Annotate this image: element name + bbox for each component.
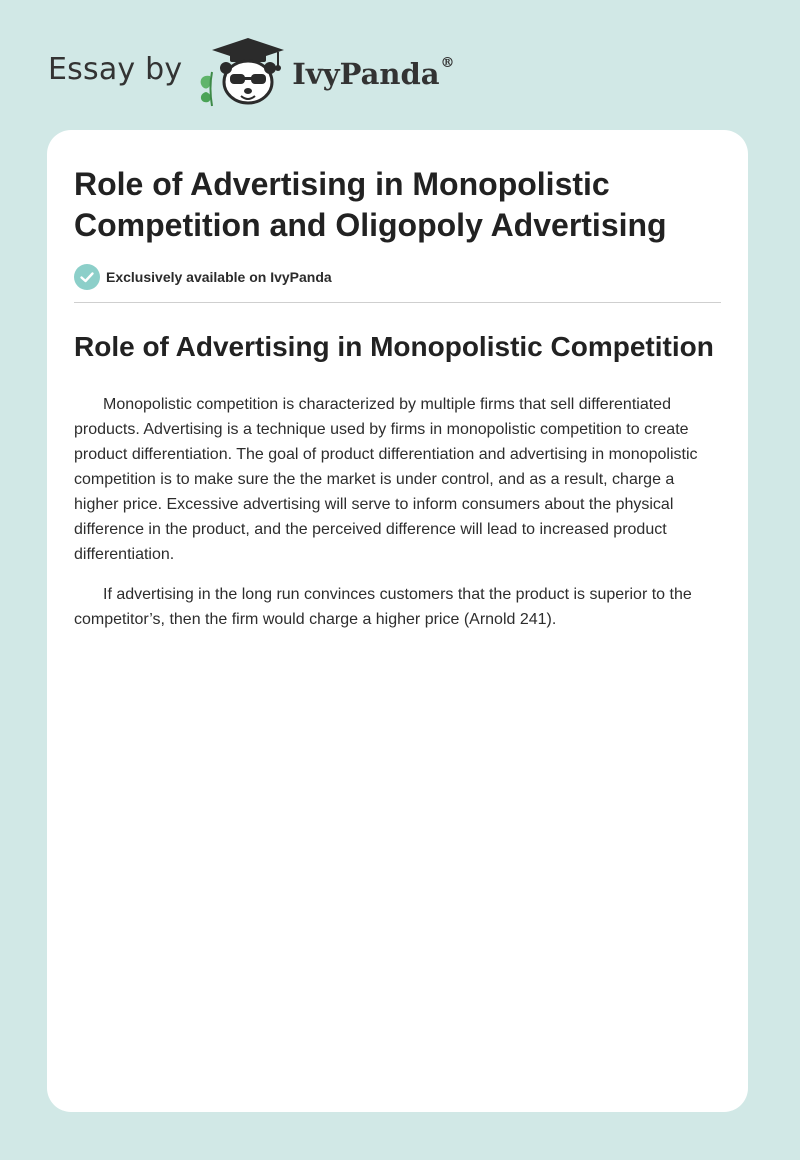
body-paragraph-1: Monopolistic competition is characterized by multiple firms that sell differentiated products. Advertising is a technique used by firms in monopolistic competition to create product differentiation. The goal of product differentiation and advertising in monopolistic competition is to make sure the the market is under control, and as a result, charge a higher price. Excessive advertising will serve to inform consumers about the physical difference in the product, and the perceived difference will lead to increased product differentiation. <box>74 396 698 563</box>
title-divider <box>74 302 721 303</box>
exclusive-badge-text: Exclusively available on IvyPanda <box>106 269 332 285</box>
section-heading: Role of Advertising in Monopolistic Competition <box>74 331 714 362</box>
check-circle-icon <box>74 264 100 290</box>
page-title: Role of Advertising in Monopolistic Competition and Oligopoly Advertising <box>74 166 667 243</box>
essay-by-label: Essay by <box>48 51 183 87</box>
body-paragraph-2: If advertising in the long run convinces customers that the product is superior to the competitor’s, then the firm would charge a higher price (Arnold 241). <box>74 586 692 628</box>
brand-name[interactable]: IvyPanda® <box>292 55 455 91</box>
registered-mark: ® <box>440 55 455 71</box>
exclusive-badge <box>74 264 721 290</box>
panda-logo-icon[interactable] <box>196 36 288 108</box>
site-header <box>48 36 455 108</box>
essay-card <box>47 130 748 1112</box>
